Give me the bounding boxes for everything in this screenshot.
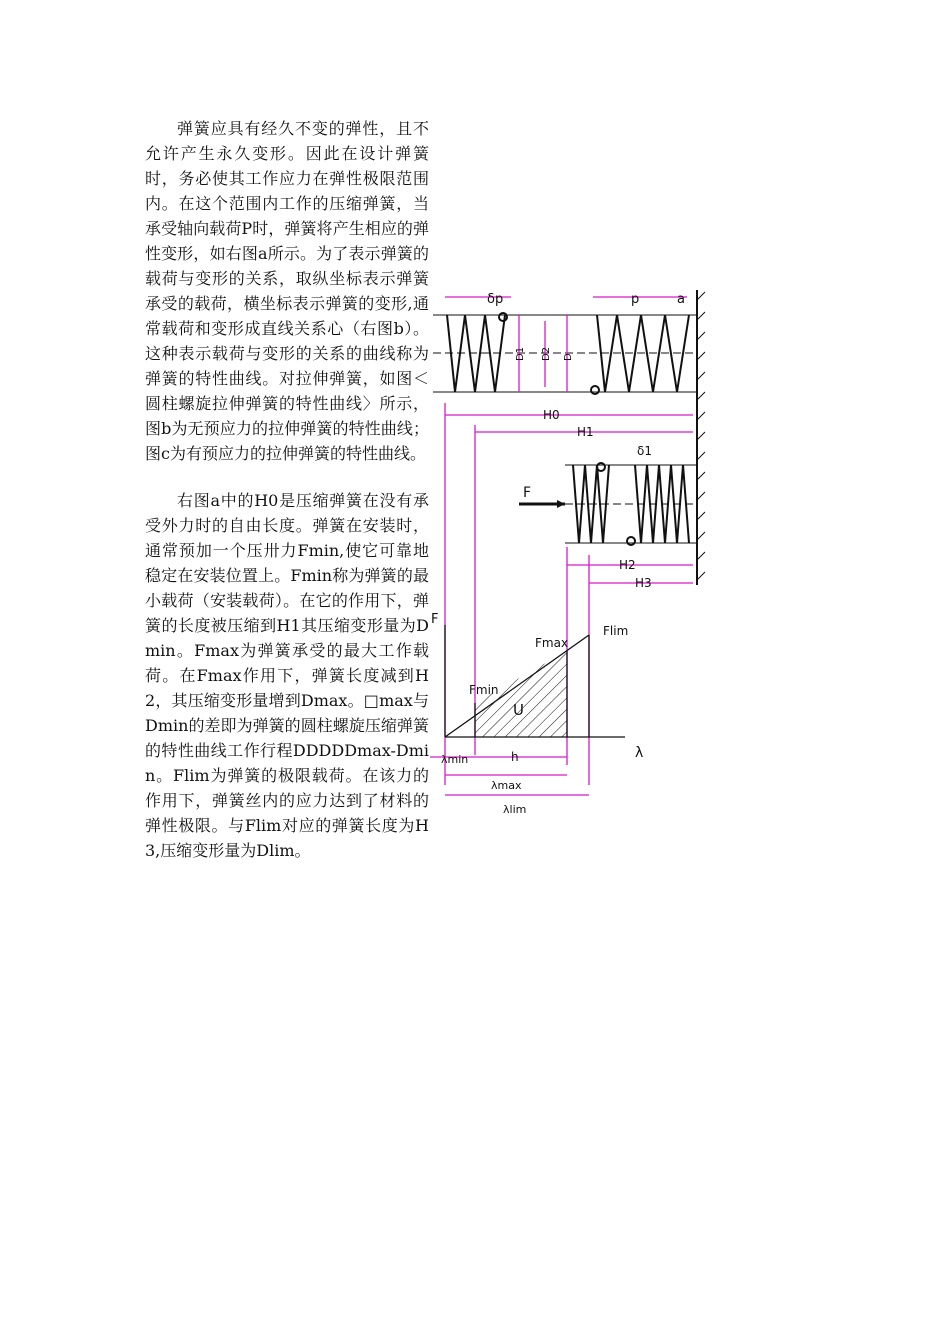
label-f-min: Fmin <box>469 683 499 697</box>
label-lambda-min: λmin <box>441 753 469 766</box>
compressed-spring <box>565 463 697 545</box>
label-d: D <box>563 353 574 361</box>
label-delta-p: δp <box>487 292 504 307</box>
label-h0: H0 <box>543 408 560 422</box>
label-f-lim: Flim <box>603 624 629 638</box>
force-arrow <box>519 485 565 508</box>
label-lambda-axis: λ <box>635 745 644 761</box>
paragraph-spring-lengths: 右图a中的H0是压缩弹簧在没有承受外力时的自由长度。弹簧在安装时，通常预加一个压卅力Fmin,使它可靠地稳定在安装位置上。Fmin称为弹簧的最小载荷（安装载荷）。在它的作用下，弹簧的长度被压缩到H1其压缩变形量为Dmin。Fmax为弹簧承受的最大工作载荷。在Fmax作用下，弹簧长度减到H2，其压缩变形量增到Dmax。□max与Dmin的差即为弹簧的圆柱螺旋压缩弹簧的特性曲线工作行程DDDDDmax-Dmin。Flim为弹簧的极限载荷。在该力的作用下，弹簧丝内的应力达到了材料的弹性极限。与Flim对应的弹簧长度为H3,压缩变形量为Dlim。 <box>145 491 429 860</box>
label-f-max: Fmax <box>535 636 569 650</box>
label-h3: H3 <box>635 576 652 590</box>
fixed-wall <box>697 290 705 585</box>
body-text <box>145 116 429 863</box>
label-energy-u: U <box>513 701 524 719</box>
spring-characteristic-figure <box>425 285 725 820</box>
label-h1: H1 <box>577 425 594 439</box>
label-d1: D1 <box>515 346 526 361</box>
label-lambda-lim: λlim <box>503 803 527 816</box>
label-pitch: p <box>631 292 640 307</box>
label-force: F <box>523 485 532 501</box>
label-lambda-max: λmax <box>491 779 522 792</box>
label-f-axis: F <box>431 612 439 627</box>
label-stroke-h: h <box>511 750 519 764</box>
spring-diagram-svg <box>425 285 725 820</box>
paragraph-spring-elasticity: 弹簧应具有经久不变的弹性，且不允许产生永久变形。因此在设计弹簧时，务必使其工作应力在弹性极限范围内。在这个范围内工作的压缩弹簧，当承受轴向载荷P时，弹簧将产生相应的弹性变形，如右图a所示。为了表示弹簧的载荷与变形的关系，取纵坐标表示弹簧承受的载荷，横坐标表示弹簧的变形,通常载荷和变形成直线关系心（右图b）。这种表示载荷与变形的关系的曲线称为弹簧的特性曲线。对拉伸弹簧，如图＜圆柱螺旋拉伸弹簧的特性曲线〉所示，图b为无预应力的拉伸弹簧的特性曲线；图c为有预应力的拉伸弹簧的特性曲线。 <box>145 119 429 463</box>
label-d2: D2 <box>541 346 552 361</box>
label-delta-1: δ1 <box>637 444 652 458</box>
label-gap: a <box>677 292 685 307</box>
dimension-labels <box>487 292 685 590</box>
label-h2: H2 <box>619 558 636 572</box>
characteristic-graph <box>431 612 643 816</box>
